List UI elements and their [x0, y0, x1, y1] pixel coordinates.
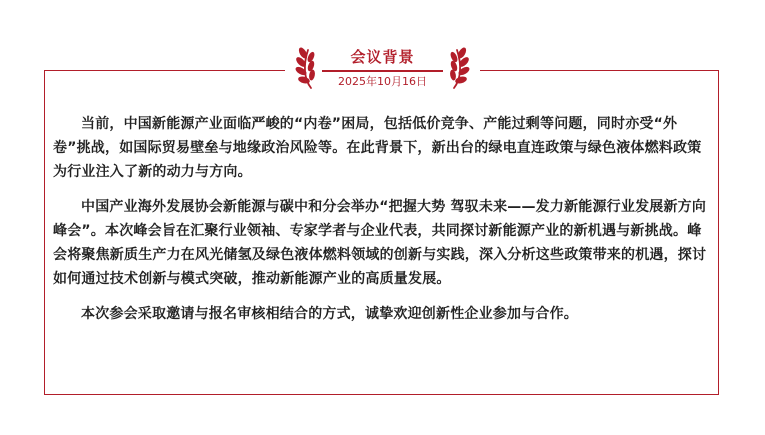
event-date: 2025年10月16日 — [338, 75, 427, 88]
section-header — [285, 40, 480, 94]
paragraph-background: 当前，中国新能源产业面临严峻的“内卷”困局，包括低价竞争、产能过剩等问题，同时亦受“外卷”挑战，如国际贸易壁垒与地缘政治风险等。在此背景下，新出台的绿电直连政策与绿色液体燃料政策为行业注入了新的动力与方向。 — [53, 116, 702, 180]
title-underline — [322, 70, 443, 72]
article-body — [53, 112, 713, 337]
paragraph-summit-intro: 中国产业海外发展协会新能源与碳中和分会举办“把握大势 驾驭未来——发力新能源行业发展新方向峰会”。本次峰会旨在汇聚行业领袖、专家学者与企业代表，共同探讨新能源产业的新机遇与新挑战。峰会将聚焦新质生产力在风光储氢及绿色液体燃料领域的创新与实践，深入分析这些政策带来的机遇，探讨如何通过技术创新与模式突破，推动新能源产业的高质量发展。 — [53, 199, 707, 287]
laurel-right-icon — [445, 43, 471, 91]
paragraph-participation: 本次参会采取邀请与报名审核相结合的方式，诚挚欢迎创新性企业参加与合作。 — [81, 306, 578, 322]
page-title: 会议背景 — [350, 48, 415, 66]
